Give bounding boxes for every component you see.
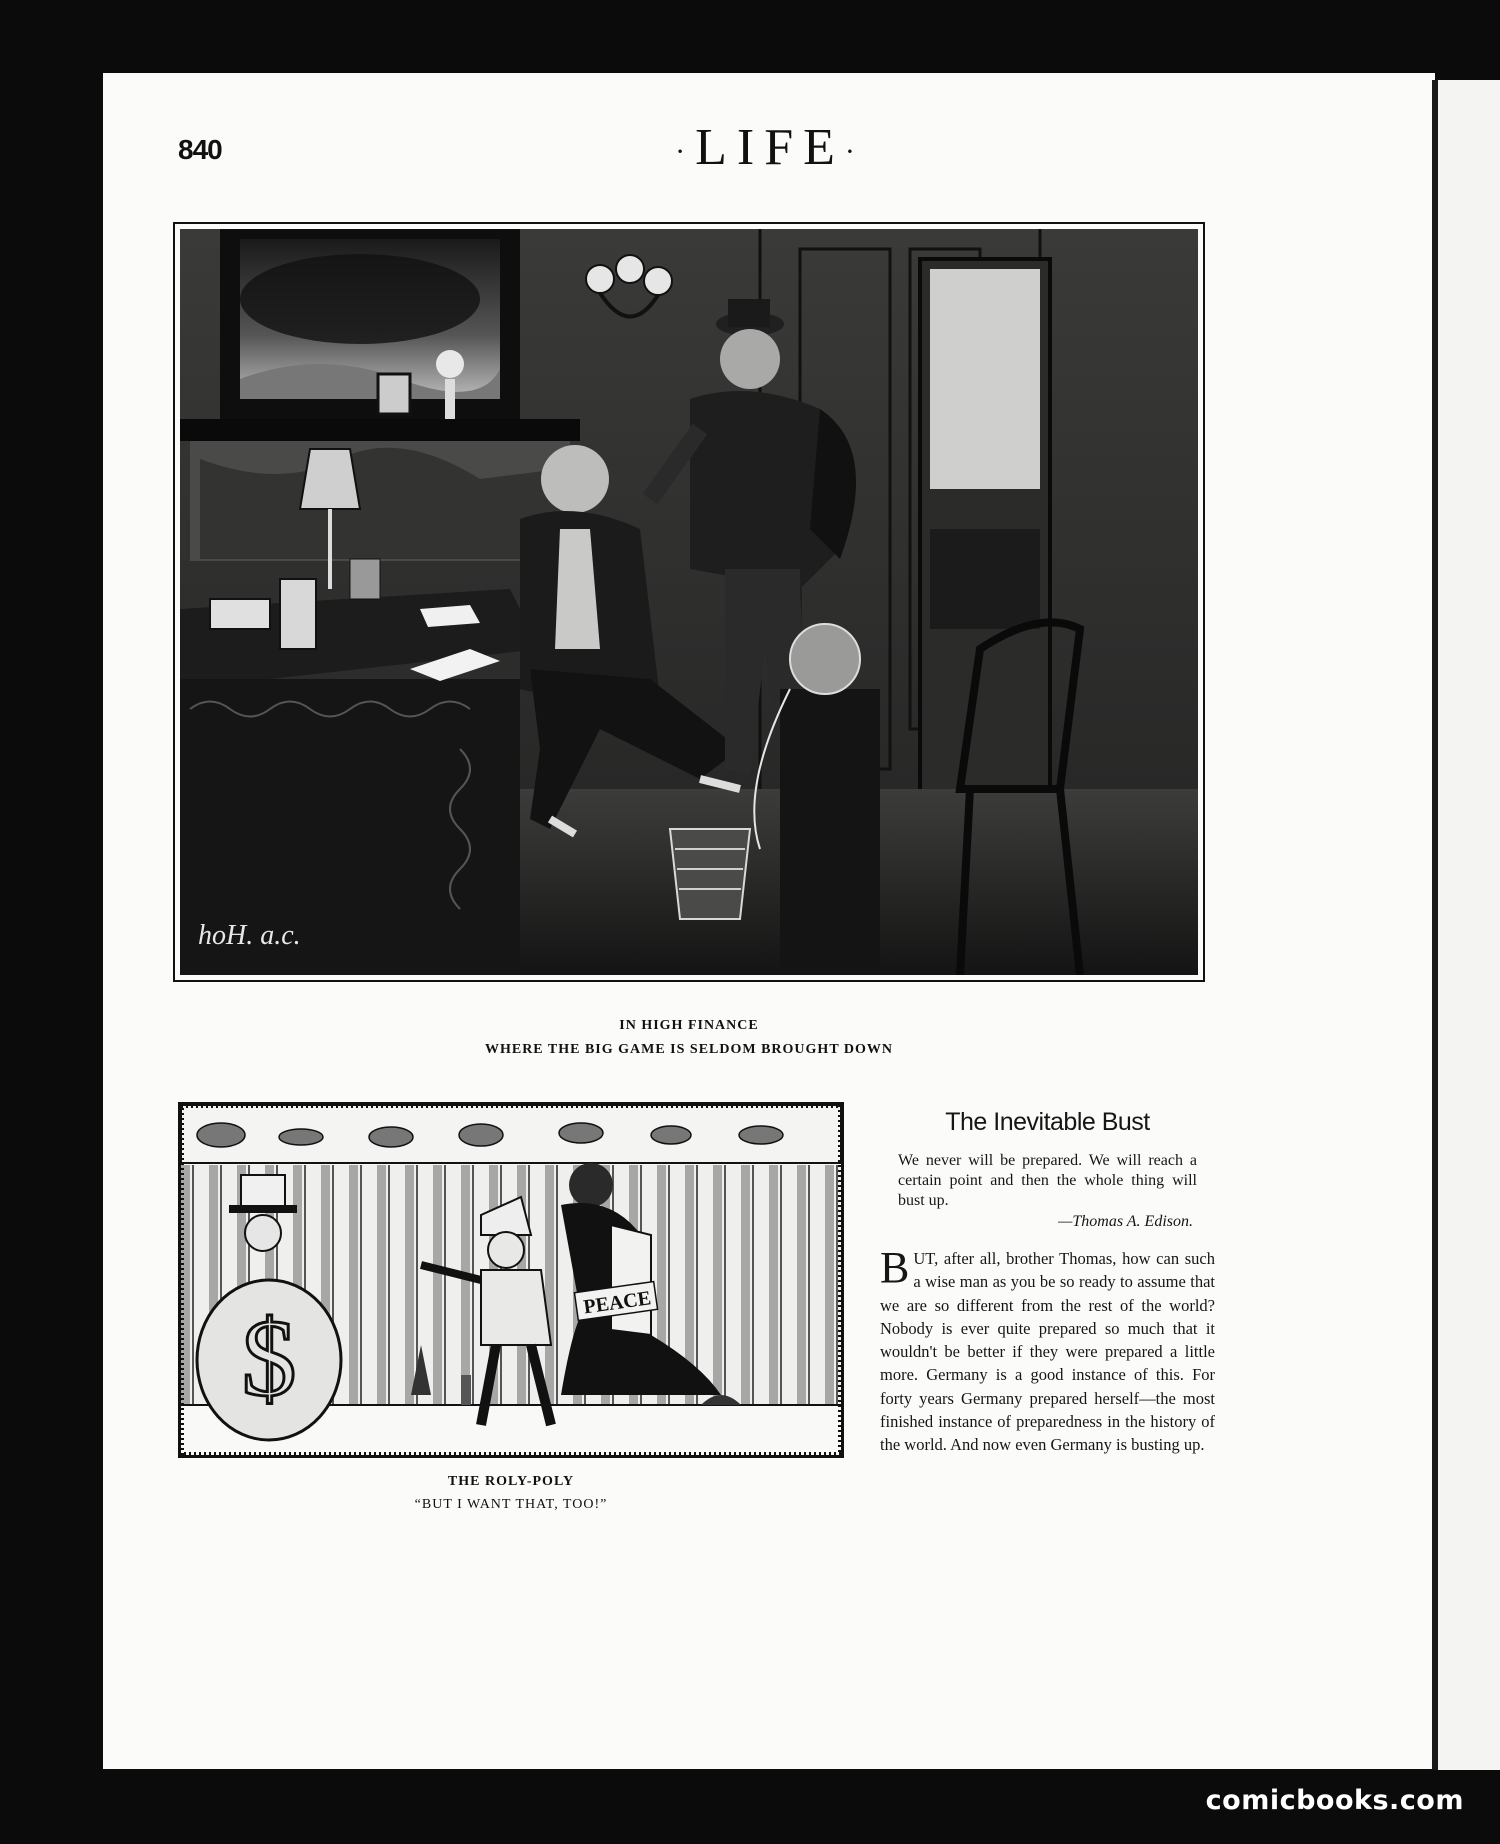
top-caption-subtitle: WHERE THE BIG GAME IS SELDOM BROUGHT DOWN [484, 1042, 894, 1057]
bottom-caption-subtitle: “BUT I WANT THAT, TOO!” [414, 1497, 608, 1512]
article-inevitable-bust [880, 1108, 1215, 1457]
artist-signature: hoH. a.c. [198, 920, 301, 951]
page-number: 840 [178, 134, 222, 165]
roly-poly-cartoon [178, 1102, 844, 1458]
article-epigraph: We never will be prepared. We will reach a certain point and then the whole thing will bust up. [898, 1152, 1197, 1209]
article-dropcap: B [880, 1243, 910, 1292]
source-watermark: comicbooks.com [1205, 1785, 1464, 1816]
roly-poly-drawing [181, 1105, 841, 1455]
article-title: The Inevitable Bust [945, 1108, 1150, 1136]
top-caption [173, 1018, 1205, 1066]
masthead-dot-left: · [675, 135, 696, 169]
masthead-dot-right: · [844, 135, 865, 169]
peace-label: PEACE [582, 1287, 653, 1319]
bottom-caption-title: THE ROLY-POLY [447, 1474, 575, 1489]
epigraph-attribution: —Thomas A. Edison. [1058, 1213, 1193, 1230]
top-caption-title: IN HIGH FINANCE [619, 1018, 759, 1033]
bottom-caption [178, 1474, 844, 1513]
office-scene-drawing [180, 229, 1198, 975]
high-finance-illustration [173, 222, 1205, 982]
masthead-title: LIFE [695, 119, 845, 176]
facing-page-edge [1432, 80, 1500, 1770]
moneybag-dollar-sign: $ [241, 1297, 297, 1419]
article-body-text: UT, after all, brother Thomas, how can such a wise man as you be so ready to assume that we are so different from the rest of the world? Nobody is ever quite prepared so much that it wouldn't be better if they were prepared a little more. Germany is a good instance of this. For forty years Germany prepared herself—the most finished instance of preparedness in the history of the world. And now even Germany is busting up. [880, 1249, 1215, 1455]
article-body [880, 1243, 1215, 1457]
masthead [570, 118, 970, 177]
